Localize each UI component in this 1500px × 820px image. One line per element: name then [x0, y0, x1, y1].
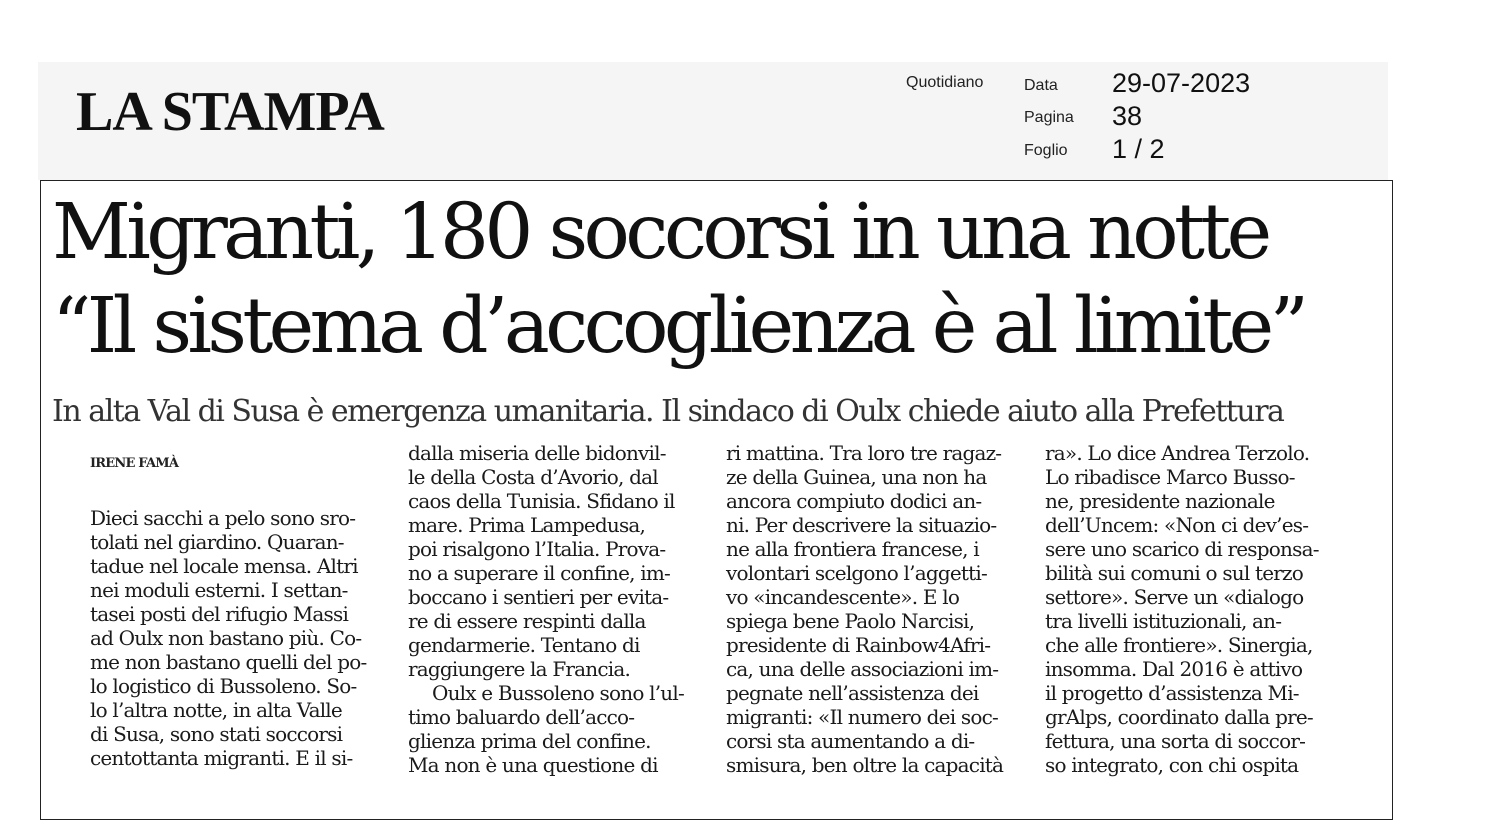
date-label: Data — [1024, 77, 1058, 94]
column-line: Oulx e Bussoleno sono l’ul- — [432, 681, 684, 705]
headline-line-2: “Il sistema d’accoglienza è al limite” — [52, 282, 1305, 371]
column-line: dalla miseria delle bidonvil- — [408, 441, 666, 465]
page-value: 38 — [1112, 101, 1143, 131]
column-line: ancora compiuto dodici an- — [726, 489, 982, 513]
column-line: il progetto d’assistenza Mi- — [1045, 681, 1299, 705]
column-line: presidente di Rainbow4Afri- — [726, 633, 991, 657]
column-line: ne alla frontiera francese, i — [726, 537, 979, 561]
column-line: bilità sui comuni o sul terzo — [1045, 561, 1304, 585]
column-line: centottanta migranti. E il si- — [90, 746, 353, 770]
column-line: che alle frontiere». Sinergia, — [1045, 633, 1313, 657]
column-line: re di essere respinti dalla — [408, 609, 646, 633]
column-line: raggiungere la Francia. — [408, 657, 631, 681]
column-line: Dieci sacchi a pelo sono sro- — [90, 506, 356, 530]
author-byline: IRENE FAMÀ — [90, 456, 179, 471]
headline-line-1: Migranti, 180 soccorsi in una notte — [52, 188, 1268, 277]
article-headline — [52, 186, 1392, 374]
column-line: boccano i sentieri per evita- — [408, 585, 669, 609]
column-line: ca, una delle associazioni im- — [726, 657, 999, 681]
column-line: fettura, una sorta di soccor- — [1045, 729, 1306, 753]
column-line: lo l’altra notte, in alta Valle — [90, 698, 342, 722]
column-line: dell’Uncem: «Non ci dev’es- — [1045, 513, 1309, 537]
column-line: volontari scelgono l’aggetti- — [726, 561, 987, 585]
column-line: mare. Prima Lampedusa, — [408, 513, 646, 537]
column-line: spiega bene Paolo Narcisi, — [726, 609, 975, 633]
column-line: grAlps, coordinato dalla pre- — [1045, 705, 1313, 729]
column-line: insomma. Dal 2016 è attivo — [1045, 657, 1303, 681]
column-line: tra livelli istituzionali, an- — [1045, 609, 1282, 633]
column-line: timo baluardo dell’acco- — [408, 705, 635, 729]
column-line: settore». Serve un «dialogo — [1045, 585, 1304, 609]
column-line: ad Oulx non bastano più. Co- — [90, 626, 362, 650]
column-line: ri mattina. Tra loro tre ragaz- — [726, 441, 1002, 465]
column-line: ne, presidente nazionale — [1045, 489, 1275, 513]
column-line: tasei posti del rifugio Massi — [90, 602, 349, 626]
column-line: migranti: «Il numero dei soc- — [726, 705, 998, 729]
column-line: ra». Lo dice Andrea Terzolo. — [1045, 441, 1310, 465]
column-line: ze della Guinea, una non ha — [726, 465, 987, 489]
column-line: so integrato, con chi ospita — [1045, 753, 1299, 777]
column-line: vo «incandescente». E lo — [726, 585, 960, 609]
column-line: me non bastano quelli del po- — [90, 650, 367, 674]
column-line: smisura, ben oltre la capacità — [726, 753, 1004, 777]
column-line: poi risalgono l’Italia. Prova- — [408, 537, 666, 561]
sheet-value: 1 / 2 — [1112, 134, 1165, 164]
article-column-4 — [1045, 441, 1350, 777]
column-line: corsi sta aumentando a di- — [726, 729, 975, 753]
sheet-label: Foglio — [1024, 142, 1068, 159]
column-line: gendarmerie. Tentano di — [408, 633, 640, 657]
column-line: glienza prima del confine. — [408, 729, 651, 753]
column-line: Lo ribadisce Marco Busso- — [1045, 465, 1295, 489]
column-line: caos della Tunisia. Sfidano il — [408, 489, 675, 513]
article-column-2 — [408, 441, 708, 777]
column-line: no a superare il confine, im- — [408, 561, 671, 585]
column-line: sere uno scarico di responsa- — [1045, 537, 1319, 561]
column-line: lo logistico di Bussoleno. So- — [90, 674, 357, 698]
column-line: Ma non è una questione di — [408, 753, 658, 777]
column-line: nei moduli esterni. I settan- — [90, 578, 348, 602]
page-label: Pagina — [1024, 109, 1074, 126]
column-line: tolati nel giardino. Quaran- — [90, 530, 344, 554]
date-value: 29-07-2023 — [1112, 68, 1251, 98]
column-line: pegnate nell’assistenza dei — [726, 681, 979, 705]
article-subhead: In alta Val di Susa è emergenza umanitaria. Il sindaco di Oulx chiede aiuto alla Prefettura — [52, 394, 1284, 429]
column-line: di Susa, sono stati soccorsi — [90, 722, 343, 746]
newspaper-masthead: LA STAMPA — [76, 81, 384, 143]
column-line: tadue nel locale mensa. Altri — [90, 554, 358, 578]
article-column-3 — [726, 441, 1026, 777]
article-column-1 — [90, 506, 390, 770]
column-line: ni. Per descrivere la situazio- — [726, 513, 997, 537]
publication-type: Quotidiano — [906, 74, 984, 91]
column-line: le della Costa d’Avorio, dal — [408, 465, 658, 489]
